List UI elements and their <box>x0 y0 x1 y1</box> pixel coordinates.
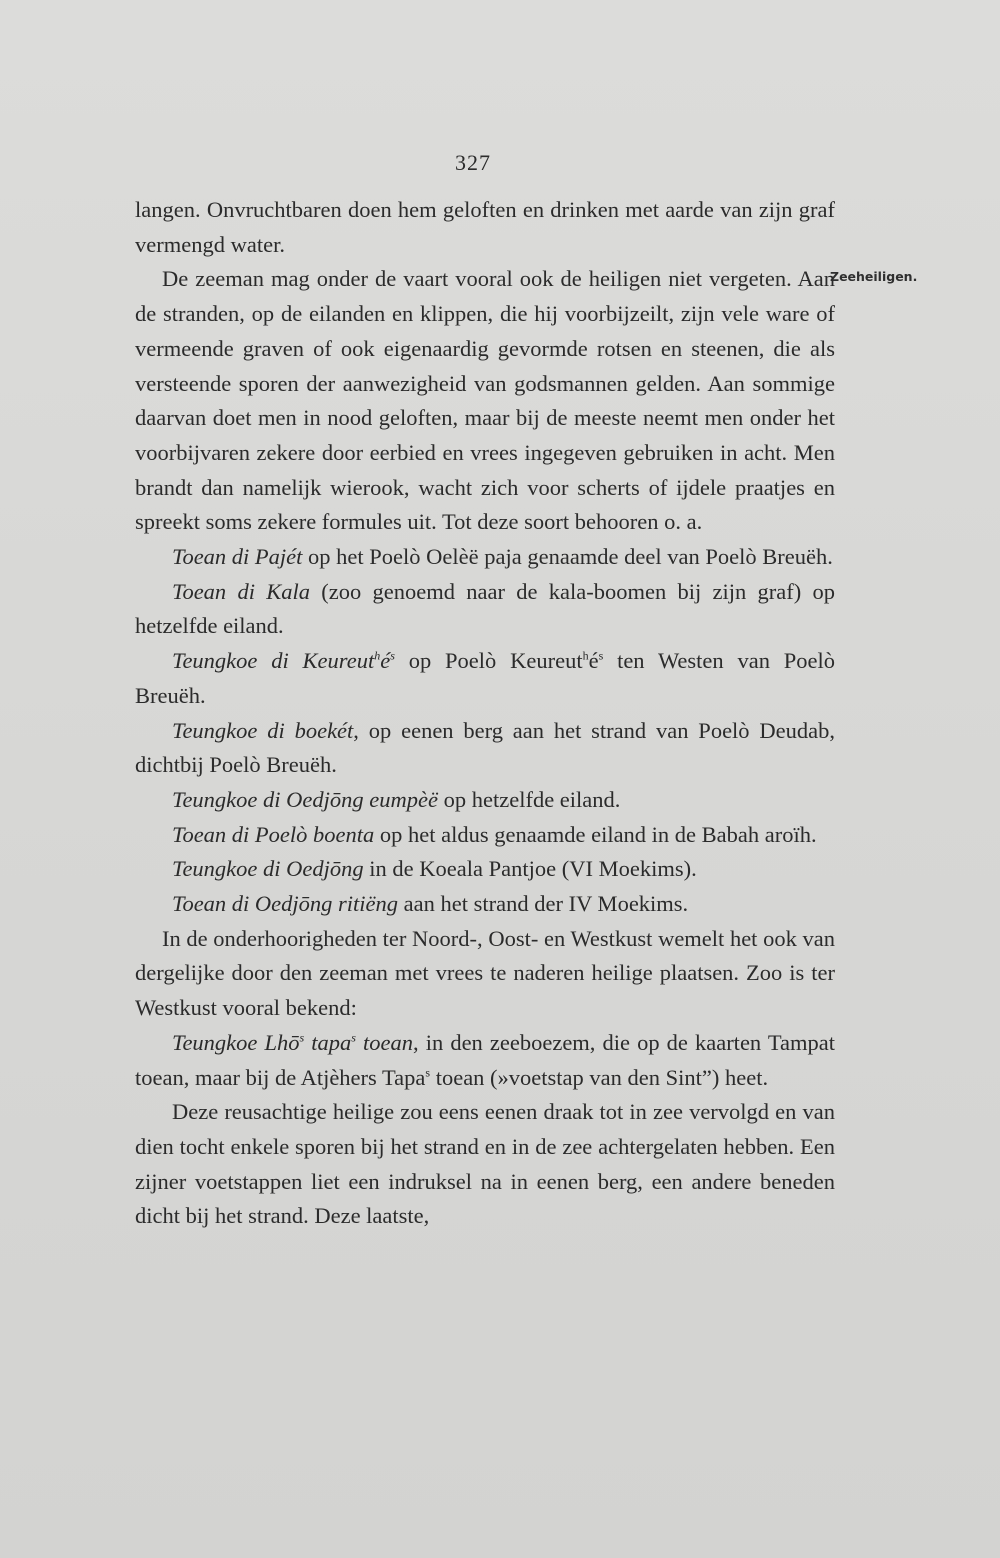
description-part: op Poelò Keureut <box>394 648 583 674</box>
saint-name-part: é <box>380 648 391 674</box>
list-item <box>135 575 835 644</box>
saint-name: Toean di Pajét <box>172 544 303 570</box>
saint-name: Toean di Kala <box>172 578 310 604</box>
saint-description: in de Koeala Pantjoe (VI Moekims). <box>363 856 697 882</box>
saint-name <box>172 648 395 673</box>
saint-name-part: tapa <box>304 1029 352 1055</box>
saint-description: (zoo genoemd naar de kala-boomen bij zijn graf) op hetzelfde eiland. <box>135 578 835 639</box>
list-item <box>135 644 835 713</box>
body-text <box>135 193 835 1234</box>
superscript: h <box>582 648 589 663</box>
list-item <box>135 887 835 922</box>
superscript: h <box>374 648 381 663</box>
list-item <box>135 1026 835 1095</box>
saint-name: Toean di Poelò boenta <box>172 821 375 847</box>
superscript: s <box>425 1065 431 1080</box>
saint-description: , op eenen berg aan het strand van Poelò Deudab, dichtbij Poelò Breuëh. <box>135 717 835 778</box>
list-item <box>135 714 835 783</box>
paragraph-reusachtige-heilige: Deze reusachtige heilige zou eens eenen draak tot in zee vervolgd en van dien tocht enkele sporen bij het strand en in de zee achtergelaten hebben. Een zijner voetstappen liet een indruksel na in eenen berg, een andere beneden dicht bij het strand. Deze laatste, <box>135 1099 835 1229</box>
saint-name: Teungkoe di boekét <box>172 717 354 743</box>
saint-name: Teungkoe di Oedjōng eumpèë <box>172 786 438 812</box>
saint-description: op hetzelfde eiland. <box>437 786 621 812</box>
superscript: s <box>299 1030 305 1045</box>
superscript: s <box>390 648 395 663</box>
saint-description: op het aldus genaamde eiland in de Babah aroïh. <box>374 821 817 847</box>
description-part: é <box>588 648 599 674</box>
description-part: , in den zeeboezem, die op de kaarten Tampat toean, maar bij de Atjèhers Tapa <box>135 1029 835 1090</box>
saint-name-part: toean <box>355 1029 414 1055</box>
paragraph-onderhoorigheden: In de onderhoorigheden ter Noord-, Oost- en Westkust wemelt het ook van dergelijke door den zeeman met vrees te naderen heilige plaatsen. Zoo is ter Westkust vooral bekend: <box>135 925 835 1021</box>
list-item <box>135 540 835 575</box>
superscript: s <box>351 1030 356 1045</box>
margin-note: Zeeheiligen. <box>830 269 918 284</box>
paragraph-zeeheiligen: De zeeman mag onder de vaart vooral ook de heiligen niet vergeten. Aan de stranden, op de eilanden en klippen, die hij voorbijzeilt, zijn vele ware of vermeende graven of ook eigenaardig gevormde rotsen en steenen, die als versteende sporen der aanwezigheid van godsmannen gelden. Aan sommige daarvan doet men in nood geloften, maar bij de meeste neemt men onder het voorbijvaren zekere door eerbied en vrees ingegeven gebruiken in acht. Men brandt dan namelijk wierook, wacht zich voor scherts of ijdele praatjes en spreekt soms zekere formules uit. Tot deze soort behooren o. a. <box>135 266 835 535</box>
paragraph-continuation: langen. Onvruchtbaren doen hem geloften en drinken met aarde van zijn graf vermengd water. <box>135 197 835 257</box>
list-item <box>135 818 835 853</box>
saint-description: aan het strand der IV Moekims. <box>398 891 689 917</box>
saint-description: op het Poelò Oelèë paja genaamde deel van Poelò Breuëh. <box>302 544 833 570</box>
saint-name-part: Teungkoe Lhō <box>172 1029 300 1055</box>
description-part: ten Westen van Poelò Breuëh. <box>135 648 836 708</box>
saint-name <box>172 1030 413 1055</box>
superscript: s <box>598 648 604 663</box>
page-number: 327 <box>455 150 491 175</box>
description-part: toean (»voetstap van den Sint”) heet. <box>430 1064 769 1090</box>
list-item <box>135 783 835 818</box>
saint-name: Toean di Oedjōng ritiëng <box>172 891 399 917</box>
saint-name-part: Teungkoe di Keureut <box>172 648 375 674</box>
list-item <box>135 852 835 887</box>
saint-name: Teungkoe di Oedjōng <box>172 856 364 882</box>
